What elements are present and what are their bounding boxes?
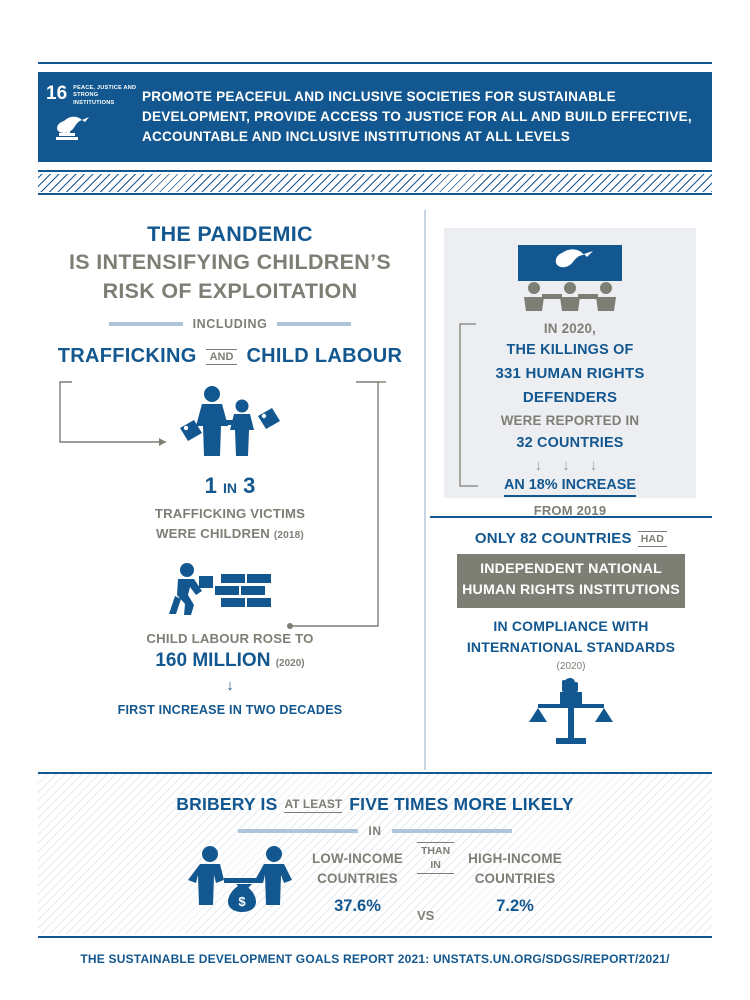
child-labour-note: FIRST INCREASE IN TWO DECADES bbox=[117, 702, 343, 717]
bribery-head-1: BRIBERY IS bbox=[176, 794, 278, 814]
child-labour-value: 160 MILLION bbox=[155, 649, 271, 671]
than-line1: THAN bbox=[421, 845, 451, 857]
high-income-label-line2: COUNTRIES bbox=[474, 870, 556, 886]
trafficking-caption-line1: TRAFFICKING VICTIMS bbox=[154, 506, 306, 522]
people-group-icon bbox=[518, 281, 622, 311]
trafficking-caption-line2: WERE CHILDREN bbox=[156, 525, 270, 541]
than-line2: IN bbox=[430, 859, 441, 872]
ratio-in: IN bbox=[223, 480, 237, 497]
pandemic-title-line1: THE PANDEMIC bbox=[147, 222, 313, 246]
nhri-band-line1: INDEPENDENT NATIONAL bbox=[480, 561, 662, 577]
child-labour-value-row bbox=[40, 650, 420, 672]
topic-trafficking: TRAFFICKING bbox=[57, 345, 197, 368]
goal-badge bbox=[38, 72, 138, 162]
nhri-subtext bbox=[430, 616, 712, 658]
footer-rule bbox=[38, 936, 712, 938]
nhri-headline bbox=[430, 530, 712, 547]
dove-gavel-icon bbox=[46, 111, 138, 150]
bribery-rule-left bbox=[238, 829, 358, 833]
hrd-increase: AN 18% INCREASE bbox=[504, 477, 636, 497]
low-income-column bbox=[312, 849, 403, 916]
hrd-line4: WERE REPORTED IN bbox=[500, 413, 640, 429]
pandemic-title-line3: RISK OF EXPLOITATION bbox=[102, 278, 358, 303]
bribery-headline bbox=[38, 794, 712, 815]
topic-and: AND bbox=[206, 349, 238, 365]
fist-scales-justice-icon bbox=[430, 676, 712, 753]
goal-title: PROMOTE PEACEFUL AND INCLUSIVE SOCIETIES FOR SUSTAINABLE DEVELOPMENT, PROVIDE ACCESS TO JUSTICE FOR ALL AND BUILD EFFECTIVE, ACCOUNTABLE AND INCLUSIVE INSTITUTIONS AT ALL LEVELS bbox=[142, 89, 692, 144]
bribery-section bbox=[38, 774, 712, 934]
flow-connector bbox=[56, 378, 386, 648]
goal-title-container bbox=[138, 72, 712, 162]
high-income-label-line1: HIGH-INCOME bbox=[468, 851, 562, 867]
high-income-column bbox=[468, 849, 562, 916]
goal-header-band bbox=[38, 72, 712, 162]
pandemic-title-line2: IS INTENSIFYING CHILDREN’S bbox=[69, 250, 391, 275]
pandemic-title bbox=[40, 220, 420, 305]
nhri-band bbox=[457, 554, 685, 608]
low-income-label bbox=[312, 849, 403, 888]
bribery-comparison bbox=[188, 842, 608, 923]
nhri-had: HAD bbox=[638, 531, 667, 547]
topic-child-labour: CHILD LABOUR bbox=[246, 345, 403, 368]
hrd-bracket bbox=[452, 322, 478, 490]
dove-flag-icon bbox=[518, 245, 622, 281]
goal-name: PEACE, JUSTICE AND STRONG INSTITUTIONS bbox=[73, 84, 137, 106]
high-income-value: 7.2% bbox=[496, 897, 534, 916]
including-rule-right bbox=[277, 322, 351, 326]
human-rights-defenders-text bbox=[450, 318, 690, 518]
nhri-band-line2: HUMAN RIGHTS INSTITUTIONS bbox=[462, 582, 680, 599]
footer-source: THE SUSTAINABLE DEVELOPMENT GOALS REPORT 2021: UNSTATS.UN.ORG/SDGS/REPORT/2021/ bbox=[80, 952, 670, 966]
than-in-badge bbox=[417, 842, 454, 874]
hrd-line2: THE KILLINGS OF bbox=[506, 342, 634, 359]
hrd-line1: IN 2020, bbox=[543, 321, 597, 336]
svg-text:$: $ bbox=[238, 894, 246, 910]
nhri-sub-line2: INTERNATIONAL STANDARDS bbox=[466, 638, 676, 655]
hatch-strip bbox=[38, 174, 712, 192]
including-rule-left bbox=[109, 322, 183, 326]
header-top-rule bbox=[38, 62, 712, 64]
child-labour-text: CHILD LABOUR ROSE TO bbox=[146, 630, 314, 646]
goal-number: 16 bbox=[46, 82, 68, 104]
bribery-at-least: AT LEAST bbox=[284, 796, 343, 811]
low-income-label-line2: COUNTRIES bbox=[317, 870, 398, 886]
topics-row bbox=[40, 345, 420, 368]
vs-label: VS bbox=[417, 908, 435, 924]
vertical-divider bbox=[424, 210, 426, 770]
bribery-in-row bbox=[38, 824, 712, 838]
two-people-exchanging-money-bag-icon bbox=[188, 844, 298, 921]
low-income-label-line1: LOW-INCOME bbox=[312, 851, 403, 867]
including-label: INCLUDING bbox=[192, 317, 268, 332]
low-income-value: 37.6% bbox=[334, 897, 381, 916]
bribery-in-label: IN bbox=[368, 824, 382, 838]
nhri-countries: ONLY 82 COUNTRIES bbox=[474, 530, 632, 547]
bribery-head-2: FIVE TIMES MORE LIKELY bbox=[349, 794, 574, 814]
including-row bbox=[40, 317, 420, 331]
high-income-label bbox=[468, 849, 562, 888]
hatch-top-rule bbox=[38, 170, 712, 172]
hrd-line5: 32 COUNTRIES bbox=[516, 434, 624, 451]
child-labour-year: (2020) bbox=[275, 657, 305, 669]
hrd-from-year: FROM 2019 bbox=[533, 502, 607, 518]
ratio-denominator: 3 bbox=[243, 473, 256, 499]
nhri-section bbox=[430, 530, 712, 753]
down-arrow-icon: ↓ bbox=[226, 676, 234, 694]
hatch-bottom-rule bbox=[38, 193, 712, 195]
ratio-numerator: 1 bbox=[204, 473, 217, 499]
nhri-sub-line1: IN COMPLIANCE WITH bbox=[493, 617, 649, 634]
trafficking-year: (2018) bbox=[273, 529, 304, 541]
down-arrows-icon: ↓ ↓ ↓ bbox=[534, 456, 606, 474]
bribery-rule-right bbox=[392, 829, 512, 833]
nhri-year: (2020) bbox=[556, 660, 586, 672]
than-in-block bbox=[417, 842, 454, 923]
hrd-line3: 331 HUMAN RIGHTS DEFENDERS bbox=[495, 365, 645, 407]
